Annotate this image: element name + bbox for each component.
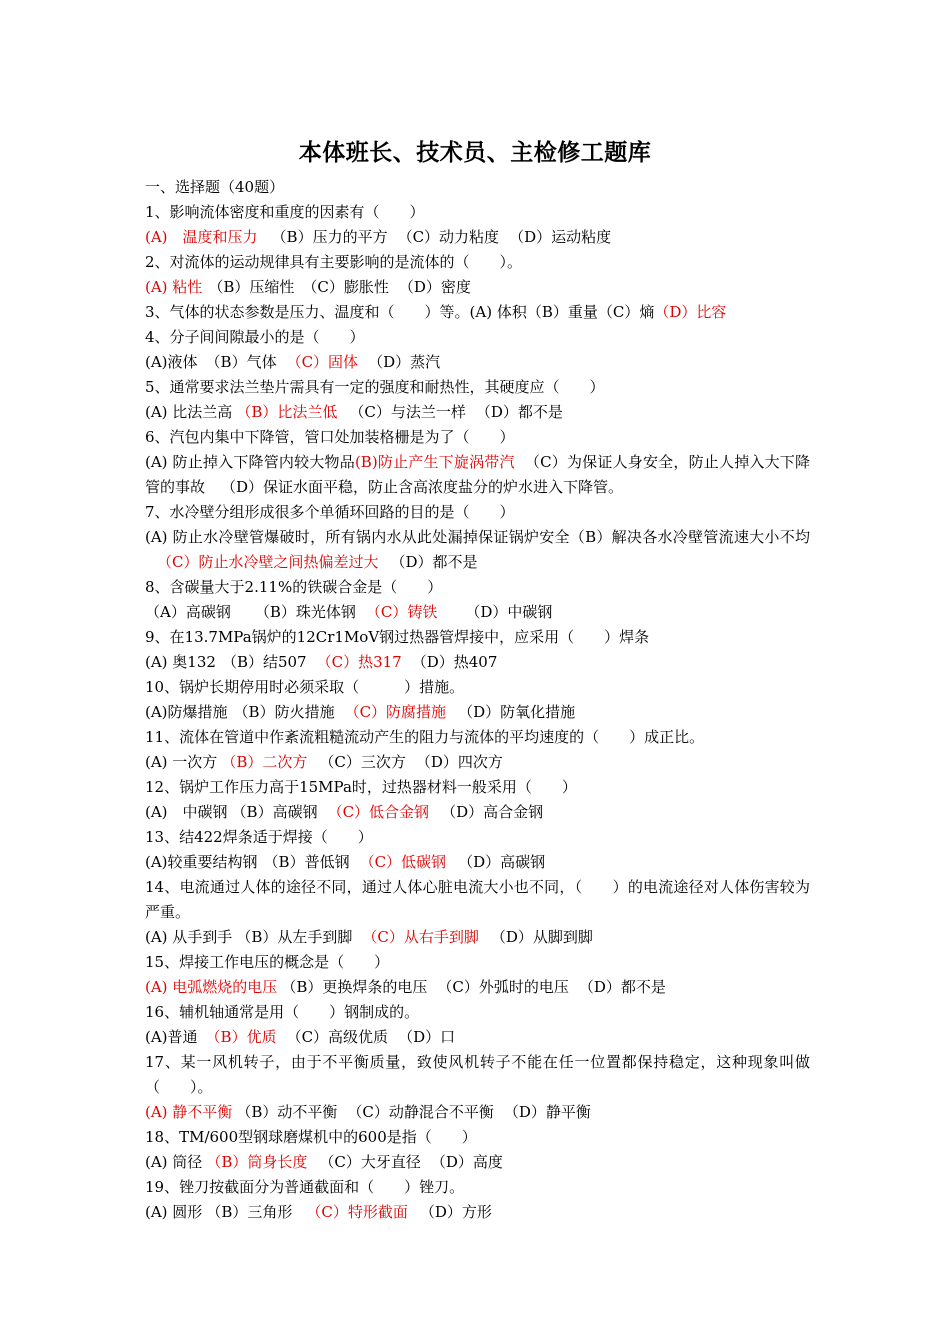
question-19: 19、锉刀按截面分为普通截面和（ ）锉刀。 <box>145 1178 465 1196</box>
option: （B）普低钢 <box>263 853 350 871</box>
question-9: 9、在13.7MPa锅炉的12Cr1MoV钢过热器管焊接中，应采用（ ）焊条 <box>145 628 650 646</box>
option: （D）口 <box>398 1028 456 1046</box>
option: (A) 圆形 <box>145 1203 203 1221</box>
question-8: 8、含碳量大于2.11%的铁碳合金是（ ） <box>145 578 443 596</box>
question-7: 7、水冷壁分组形成很多个单循环回路的目的是（ ） <box>145 503 515 521</box>
option-answer: （C）从右手到脚 <box>362 928 479 946</box>
options-9 <box>145 650 810 675</box>
options-2 <box>145 275 810 300</box>
option: （A）高碳钢 <box>145 603 231 621</box>
option-answer: （B）二次方 <box>221 753 308 771</box>
question-3 <box>145 300 810 325</box>
option: （B）气体 <box>205 353 277 371</box>
option: （D）运动粘度 <box>509 228 612 246</box>
options-7 <box>145 525 810 575</box>
option: （C）外弧时的电压 <box>437 978 569 996</box>
options-1 <box>145 225 810 250</box>
question-4: 4、分子间间隙最小的是（ ） <box>145 328 365 346</box>
option: （B）防火措施 <box>233 703 335 721</box>
option: （B）结507 <box>221 653 307 671</box>
option: (A) 奥132 <box>145 653 216 671</box>
option-answer: （C）防腐措施 <box>344 703 447 721</box>
question-text: 3、气体的状态参数是压力、温度和（ ）等。(A) 体积（B）重量（C）熵 <box>145 303 655 321</box>
option: （D）蒸汽 <box>368 353 441 371</box>
options-16 <box>145 1025 810 1050</box>
option: （D）都不是 <box>390 553 478 571</box>
option: （D）中碳钢 <box>465 603 553 621</box>
option: （C）高级优质 <box>286 1028 389 1046</box>
options-4 <box>145 350 810 375</box>
question-2: 2、对流体的运动规律具有主要影响的是流体的（ ）。 <box>145 253 523 271</box>
option: （D）静平衡 <box>503 1103 591 1121</box>
option: (A)较重要结构钢 <box>145 853 258 871</box>
question-18: 18、TM/600型钢球磨煤机中的600是指（ ） <box>145 1128 477 1146</box>
option: （B）压缩性 <box>208 278 295 296</box>
options-17 <box>145 1100 810 1125</box>
option: （C）动力粘度 <box>397 228 500 246</box>
question-14: 14、电流通过人体的途径不同，通过人体心脏电流大小也不同，（ ）的电流途径对人体伤害较为严重。 <box>145 878 810 921</box>
option-answer: （C）特形截面 <box>306 1203 408 1221</box>
option: （D）高合金钢 <box>441 803 544 821</box>
option: (A)液体 <box>145 353 198 371</box>
option: （D）高度 <box>430 1153 503 1171</box>
option: （D）密度 <box>398 278 471 296</box>
option: (A) 从手到手 <box>145 928 233 946</box>
option-answer: (A) 电弧燃烧的电压 <box>145 978 278 996</box>
question-15: 15、焊接工作电压的概念是（ ） <box>145 953 390 971</box>
option-answer: (A) 温度和压力 <box>145 228 258 246</box>
option: （B）高碳钢 <box>231 803 318 821</box>
option: （B）珠光体钢 <box>254 603 356 621</box>
options-12 <box>145 800 810 825</box>
option: （B）更换焊条的电压 <box>281 978 428 996</box>
question-11: 11、流体在管道中作紊流粗糙流动产生的阻力与流体的平均速度的（ ）成正比。 <box>145 728 705 746</box>
option: （D）防氧化措施 <box>458 703 576 721</box>
option: (A) 比法兰高 <box>145 403 233 421</box>
options-13 <box>145 850 810 875</box>
section-heading: 一、选择题（40题） <box>145 178 285 196</box>
option-answer: (A) 静不平衡 <box>145 1103 233 1121</box>
options-8 <box>145 600 810 625</box>
question-1: 1、影响流体密度和重度的因素有（ ） <box>145 203 425 221</box>
option: （C）大牙直径 <box>319 1153 421 1171</box>
option: （D）都不是 <box>475 403 563 421</box>
option-answer: （C）防止水冷壁之间热偏差过大 <box>157 553 379 571</box>
option-answer: （B）筒身长度 <box>206 1153 308 1171</box>
options-19 <box>145 1200 810 1225</box>
question-12: 12、锅炉工作压力高于15MPa时，过热器材料一般采用（ ） <box>145 778 577 796</box>
option-answer: （D）比容 <box>654 303 727 321</box>
option: (A) 筒径 <box>145 1153 203 1171</box>
option: （B）三角形 <box>206 1203 293 1221</box>
option-answer: （C）热317 <box>316 653 402 671</box>
option: (A)普通 <box>145 1028 198 1046</box>
option: (A) 防止掉入下降管内较大物品 <box>145 453 355 471</box>
option-answer: （B）比法兰低 <box>236 403 338 421</box>
option: （B）动不平衡 <box>236 1103 338 1121</box>
option: （D）从脚到脚 <box>490 928 593 946</box>
option: （D）保证水面平稳，防止含高浓度盐分的炉水进入下降管。 <box>221 478 624 496</box>
option: （C）为保证人身安全，防止人掉入大下降管的事故 <box>145 453 810 496</box>
options-10 <box>145 700 810 725</box>
option: （B）从左手到脚 <box>236 928 353 946</box>
option: （C）三次方 <box>319 753 406 771</box>
option: （D）四次方 <box>415 753 503 771</box>
question-16: 16、辅机轴通常是用（ ）钢制成的。 <box>145 1003 420 1021</box>
option-answer: （C）固体 <box>286 353 359 371</box>
options-14 <box>145 925 810 950</box>
option: （D）都不是 <box>578 978 666 996</box>
option-answer: （C）铸铁 <box>365 603 438 621</box>
option: （C）与法兰一样 <box>349 403 466 421</box>
options-6 <box>145 450 810 500</box>
option: (A) 防止水冷壁管爆破时，所有锅内水从此处漏掉保证锅炉安全（B）解决各水冷壁管流速大小不均 <box>145 528 810 546</box>
option-answer: （B）优质 <box>205 1028 277 1046</box>
option: (A)防爆措施 <box>145 703 228 721</box>
option: （D）高碳钢 <box>458 853 546 871</box>
option-answer: （C）低碳钢 <box>359 853 447 871</box>
page-title: 本体班长、技术员、主检修工题库 <box>298 139 652 166</box>
question-5: 5、通常要求法兰垫片需具有一定的强度和耐热性，其硬度应（ ） <box>145 378 605 396</box>
options-18 <box>145 1150 810 1175</box>
question-10: 10、锅炉长期停用时必须采取（ ）措施。 <box>145 678 465 696</box>
options-15 <box>145 975 810 1000</box>
option-answer: (B)防止产生下旋涡带汽 <box>354 453 515 471</box>
question-list <box>145 175 810 1225</box>
question-13: 13、结422焊条适于焊接（ ） <box>145 828 373 846</box>
option: （C）动静混合不平衡 <box>347 1103 494 1121</box>
options-11 <box>145 750 810 775</box>
options-5 <box>145 400 810 425</box>
option: （B）压力的平方 <box>271 228 388 246</box>
option: （D）方形 <box>419 1203 492 1221</box>
option: （C）膨胀性 <box>302 278 389 296</box>
question-17: 17、某一风机转子，由于不平衡质量，致使风机转子不能在任一位置都保持稳定，这种现象叫做（ ）。 <box>145 1053 810 1096</box>
option: （D）热407 <box>411 653 498 671</box>
option: (A) 中碳钢 <box>145 803 228 821</box>
question-6: 6、汽包内集中下降管，管口处加装格栅是为了（ ） <box>145 428 515 446</box>
option-answer: (A) 粘性 <box>145 278 203 296</box>
option-answer: （C）低合金钢 <box>327 803 430 821</box>
option: (A) 一次方 <box>145 753 218 771</box>
